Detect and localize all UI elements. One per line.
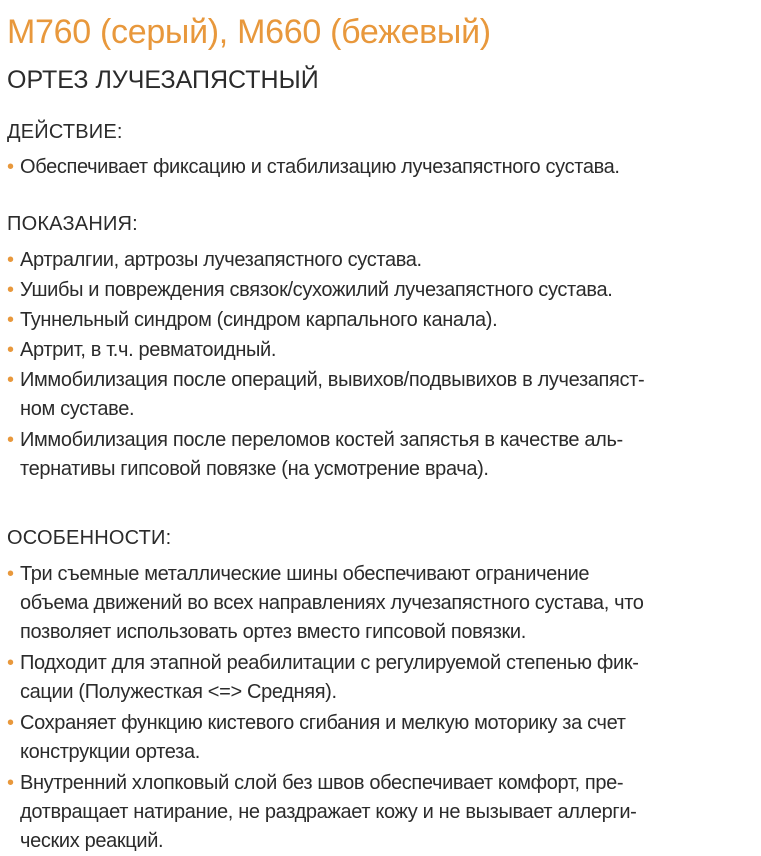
section-heading-features: ОСОБЕННОСТИ: [7,527,172,549]
bullet-dot-icon: • [7,652,14,674]
bullet-dot-icon: • [7,369,14,391]
list-item: • Сохраняет функцию кистевого сгибания и мелкую моторику за счет конструкции ортеза. [7,709,743,767]
list-item: • Туннельный синдром (синдром карпального канала). [7,306,743,335]
bullet-dot-icon: • [7,249,14,271]
list-item: • Внутренний хлопковый слой без швов обеспечивает комфорт, пре- дотвращает натирание, не раздражает кожу и не вызывает аллерги- ческих реакций. [7,769,743,856]
bullet-dot-icon: • [7,712,14,734]
list-item: • Иммобилизация после переломов костей запястья в качестве аль- тернативы гипсовой повязке (на усмотрение врача). [7,426,743,484]
action-list [7,153,743,182]
list-item: • Подходит для этапной реабилитации с регулируемой степенью фик- сации (Полужесткая <=> Средняя). [7,649,743,707]
list-item: • Иммобилизация после операций, вывихов/подвывихов в лучезапяст- ном суставе. [7,366,743,424]
product-title: М760 (серый), М660 (бежевый) [7,13,491,51]
indications-list [7,246,743,484]
list-item: • Артрит, в т.ч. ревматоидный. [7,336,743,365]
bullet-dot-icon: • [7,339,14,361]
bullet-dot-icon: • [7,309,14,331]
list-item: • Три съемные металлические шины обеспечивают ограничение объема движений во всех направлениях лучезапястного сустава, что позволяет использовать ортез вместо гипсовой повязки. [7,560,743,647]
list-item: • Ушибы и повреждения связок/сухожилий лучезапястного сустава. [7,276,743,305]
bullet-dot-icon: • [7,429,14,451]
section-heading-action: ДЕЙСТВИЕ: [7,121,123,143]
product-subtitle: ОРТЕЗ ЛУЧЕЗАПЯСТНЫЙ [7,66,319,94]
bullet-dot-icon: • [7,563,14,585]
features-list [7,560,743,856]
list-item: • Артралгии, артрозы лучезапястного сустава. [7,246,743,275]
bullet-dot-icon: • [7,279,14,301]
section-heading-indications: ПОКАЗАНИЯ: [7,213,138,235]
bullet-dot-icon: • [7,156,14,178]
bullet-dot-icon: • [7,772,14,794]
list-item: • Обеспечивает фиксацию и стабилизацию лучезапястного сустава. [7,153,743,182]
